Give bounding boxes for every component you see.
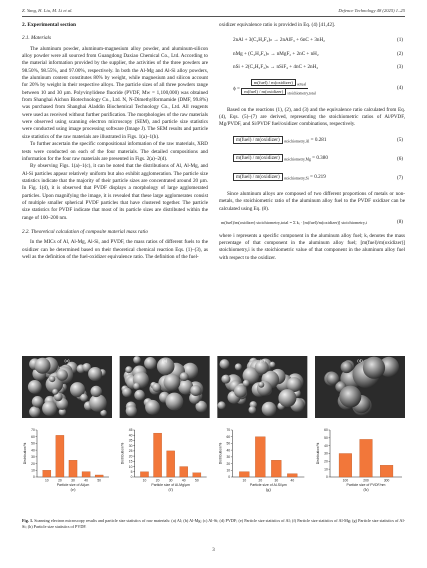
sem-particle bbox=[339, 386, 361, 408]
paragraph-stoich-derivation: Based on the reactions (1), (2), and (3) and the equivalence ratio calculated from Eq. (4), Eqs. (5)–(7) are derived, representing the stoichiometric ratios of Al/PVDF, Mg/PVDF, and Si/PVDF fuel/oxidizer combinations, respectively. bbox=[219, 106, 405, 128]
equation-6-sub: stoichiometry,Mg bbox=[283, 157, 311, 162]
bar-charts bbox=[23, 428, 402, 492]
y-axis-label: Distribution/% bbox=[23, 442, 27, 465]
x-tick-label: 20 bbox=[58, 478, 62, 483]
bar bbox=[193, 473, 201, 477]
equation-8-number: (8) bbox=[397, 219, 403, 226]
chart-1 bbox=[121, 428, 207, 492]
equation-5-sub: stoichiometry,Al bbox=[283, 139, 310, 144]
equation-7-value: = 0.219 bbox=[310, 174, 326, 181]
x-tick-label: 10 bbox=[242, 478, 247, 483]
equation-7-sub: stoichiometry,Si bbox=[283, 176, 309, 181]
sem-panel-label: (b) bbox=[162, 358, 168, 363]
equation-5-ratio: m(fuel) / m(oxidizer) bbox=[233, 136, 283, 144]
bar bbox=[140, 472, 148, 477]
chart-panel-label: (g) bbox=[265, 487, 271, 492]
equation-4-sub-actual: actual bbox=[297, 82, 307, 87]
y-tick-label: 10 bbox=[128, 464, 133, 469]
bar bbox=[380, 465, 393, 477]
sem-particle bbox=[125, 366, 132, 373]
x-tick-label: 300 bbox=[383, 478, 390, 483]
paragraph-alloy-ratio: Since aluminum alloys are composed of two different proportions of metals or non-metals, the stoichiometric ratio of the aluminum alloy fuel to the PVDF oxidizer can be calculated using Eq. (8). bbox=[219, 191, 405, 212]
y-axis-label: Distribution/% bbox=[120, 442, 125, 465]
x-axis-label: Particle size of Al-Si/µm bbox=[249, 483, 287, 487]
y-tick-label: 30 bbox=[324, 451, 328, 456]
chart-3 bbox=[316, 428, 402, 492]
y-tick-label: 50 bbox=[226, 441, 231, 446]
y-tick-label: 35 bbox=[128, 438, 133, 443]
y-axis-label: Distribution/% bbox=[316, 442, 321, 465]
equation-5-value: = 0.281 bbox=[310, 136, 327, 143]
x-tick-label: 50 bbox=[195, 478, 199, 483]
x-axis-label: Particle size of Al-Mg/µm bbox=[151, 483, 190, 487]
caption-text: Scanning electron microscopy results and particle size statistics of raw materials: (a) Al; (b) Al-Mg; (c) Al-Si; (d) PVDF; (e) Particle size statistics of Al; (f) Particle size statistics of Al-Mg; (g) Particle size statistics of Al-Si; (h) Particle size statistics of PVDF. bbox=[22, 518, 406, 529]
sem-particle bbox=[80, 394, 88, 402]
paragraph-materials: The aluminum powder, aluminum-magnesium alloy powder, and aluminum-silicon alloy powder were all sourced from Guangdong Daxiao Chemical Co., Ltd. According to the material information provided by the supplier, the activities of the three powders are 98.50%, 98.55%, and 97.00%, respectively. In both the Al-Mg and Al-Si alloy powders, the aluminum content constitutes 80% by weight, while magnesium and silicon account for 20% by weight in their respective alloys. The particle sizes of all three powders range between 10 and 30 µm. Polyvinylidene fluoride (PVDF, Mw = 1,100,000) was obtained from Shanghai Aichun Biotechnology Co., Ltd. N, N-Dimethylformamide (DMF, 99.8%) was purchased from Shanghai Aladdin Biochemical Technology Co., Ltd. All reagents were used as received without further purification. The morphologies of the raw materials were observed using scanning electron microscopy (SEM), and particle size statistics were conducted using image processing software (Image J). The SEM results and particle size statistics of the raw materials are illustrated in Figs. 1(a)–1(h). bbox=[22, 45, 208, 140]
sem-particle bbox=[91, 386, 102, 397]
sem-particle bbox=[134, 390, 145, 401]
y-tick-label: 60 bbox=[31, 434, 35, 439]
sem-particle bbox=[133, 383, 140, 390]
sem-panel-0 bbox=[22, 356, 112, 418]
x-tick-label: 40 bbox=[181, 478, 186, 483]
sem-particle bbox=[166, 393, 184, 411]
y-tick-label: 0 bbox=[228, 475, 231, 480]
y-tick-label: 10 bbox=[31, 468, 35, 473]
sem-particle bbox=[57, 369, 68, 380]
y-tick-label: 30 bbox=[31, 455, 35, 460]
running-header-journal: Defence Technology 48 (2025) 1–25 bbox=[338, 8, 405, 13]
sem-particle bbox=[269, 362, 275, 368]
equation-5 bbox=[219, 137, 405, 146]
equation-1-number: (1) bbox=[397, 37, 403, 44]
x-tick-label: 10 bbox=[142, 478, 147, 483]
bar bbox=[167, 451, 175, 477]
y-tick-label: 70 bbox=[31, 428, 35, 433]
sem-particle bbox=[49, 376, 55, 382]
y-axis-label: Distribution/% bbox=[218, 442, 223, 465]
y-tick-label: 20 bbox=[31, 461, 35, 466]
x-tick-label: 100 bbox=[342, 478, 349, 483]
sem-particle bbox=[133, 356, 141, 364]
sem-images bbox=[22, 356, 405, 418]
equation-7-number: (7) bbox=[397, 175, 403, 182]
paragraph-observation: By observing Figs. 1(a)–1(c), it can be noted that the distributions of Al, Al-Mg, and Al-Si particles appear relatively uniform but also exhibit agglomeration. The particle size statistics indicate that the majority of their particle sizes are concentrated around 20 µm. In Fig. 1(d), it is observed that PVDF displays a morphology of large agglomerated particles. Upon magnifying the image, it is revealed that these large agglomerates consist of multiple smaller spherical PVDF particles that have clustered together. The particle size statistics for PVDF indicate that most of its particle sizes are distributed within the range of 100–200 nm. bbox=[22, 163, 208, 221]
sem-particle bbox=[278, 389, 296, 407]
sem-particle bbox=[29, 406, 40, 417]
sem-particle bbox=[122, 388, 132, 398]
sem-particle bbox=[243, 380, 250, 387]
bar bbox=[180, 467, 188, 477]
bar bbox=[271, 460, 281, 477]
bar bbox=[339, 454, 352, 478]
sem-panel-2 bbox=[217, 356, 307, 418]
sem-panel-1 bbox=[120, 356, 210, 418]
bar bbox=[287, 474, 297, 477]
sem-particle bbox=[144, 357, 156, 369]
sem-particle bbox=[220, 359, 230, 369]
page-number: 3 bbox=[212, 548, 215, 553]
equation-3 bbox=[219, 64, 405, 71]
x-tick-label: 20 bbox=[155, 478, 160, 483]
equation-8-expr: m(fuel)/m(oxidizer) stoichiometry,total = Σ kᵢ · [m(fuel)/m(oxidizer)] stoichiometry,i bbox=[221, 220, 367, 226]
equation-4-number: (4) bbox=[397, 85, 403, 92]
y-tick-label: 60 bbox=[226, 434, 231, 439]
equation-7-ratio: m(fuel) / m(oxidizer) bbox=[233, 173, 283, 181]
equation-2-number: (2) bbox=[397, 50, 403, 57]
bar bbox=[43, 470, 51, 477]
chart-panel-label: (e) bbox=[70, 487, 76, 492]
sem-particle bbox=[258, 382, 264, 388]
equation-4-lhs: ϕ = bbox=[233, 86, 240, 93]
sem-particle bbox=[152, 383, 161, 392]
header-rule bbox=[22, 16, 405, 17]
sem-particle bbox=[180, 372, 189, 381]
x-tick-label: 20 bbox=[258, 478, 263, 483]
subsection-materials-title: 2.1. Materials bbox=[22, 35, 51, 42]
equation-6-ratio: m(fuel) / m(oxidizer) bbox=[233, 154, 283, 162]
x-tick-label: 30 bbox=[71, 478, 75, 483]
bar bbox=[154, 433, 162, 477]
y-tick-label: 0 bbox=[32, 475, 35, 480]
equation-3-expr: nSi + 2(C₂H₂F₂)ₙ → nSiF₄ + 4nC + 2nH₂ bbox=[233, 64, 319, 71]
x-tick-label: 40 bbox=[290, 478, 295, 483]
y-tick-label: 5 bbox=[130, 469, 133, 474]
equation-7 bbox=[219, 174, 405, 183]
paragraph-equivalence: oxidizer equivalence ratio is provided in Eq. (4) [41,42]. bbox=[219, 22, 336, 28]
sem-particle bbox=[28, 380, 42, 394]
bar bbox=[69, 460, 77, 477]
sem-particle bbox=[126, 405, 137, 416]
paragraph-where: where i represents a specific component in the aluminum alloy fuel; kᵢ denotes the mass percentage of that component in the aluminum alloy fuel; [m(fuel)/m(oxidizer)] stoichiometry,i is the stoichiometric value of that component in the aluminum alloy fuel with respect to the oxidizer. bbox=[219, 232, 405, 261]
subsection-calculation-title: 2.2. Theoretical calculation of composite material mass ratio bbox=[22, 228, 148, 235]
x-tick-label: 30 bbox=[168, 478, 173, 483]
equation-2 bbox=[219, 51, 405, 58]
sem-particle bbox=[52, 389, 58, 395]
y-tick-label: 40 bbox=[226, 448, 231, 453]
equation-2-expr: nMg + (C₂H₂F₂)ₙ → nMgF₂ + 2nC + nH₂ bbox=[233, 50, 319, 57]
sem-particle bbox=[88, 367, 102, 381]
sem-particle bbox=[249, 406, 257, 414]
sem-particle bbox=[341, 361, 353, 373]
y-tick-label: 40 bbox=[324, 443, 328, 448]
bar bbox=[56, 435, 64, 477]
paragraph-xrd: To further ascertain the specific compositional information of the raw materials, XRD tests were conducted on each of the four materials. The detailed compositions and information for the four raw materials are presented in Figs. 2(a)–2(d). bbox=[22, 141, 208, 162]
equation-1 bbox=[219, 37, 405, 44]
y-tick-label: 0 bbox=[130, 475, 133, 480]
sem-panel-3 bbox=[315, 356, 405, 418]
sem-panel-label: (d) bbox=[357, 358, 363, 363]
equation-4 bbox=[219, 80, 405, 97]
chart-panel-label: (f) bbox=[168, 487, 173, 492]
x-tick-label: 200 bbox=[363, 478, 369, 483]
sem-panel-label: (c) bbox=[259, 358, 265, 363]
section-title: 2. Experimental section bbox=[22, 22, 77, 28]
equation-4-stoich-ratio: m(fuel) / m(oxidizer) bbox=[241, 88, 286, 95]
running-header-authors: Z. Yang, H. Liu, M. Li et al. bbox=[22, 8, 73, 13]
sem-particle bbox=[35, 358, 51, 374]
y-tick-label: 40 bbox=[128, 433, 133, 438]
sem-particle bbox=[42, 401, 57, 416]
y-tick-label: 10 bbox=[324, 467, 328, 472]
sem-particle bbox=[190, 385, 201, 396]
x-tick-label: 40 bbox=[84, 478, 88, 483]
y-tick-label: 50 bbox=[31, 441, 35, 446]
sem-panel-label: (a) bbox=[64, 358, 70, 363]
caption-label: Fig. 1. bbox=[22, 518, 34, 523]
paragraph-mass-ratio: In the MICs of Al, Al-Mg, Al-Si, and PVDF, the mass ratios of different fuels to the oxidizer can be determined based on their theoretical chemical reaction Eqs. (1)–(3), as well as the definition of the fuel-oxidizer equivalence ratio. The definition of the fuel- bbox=[22, 239, 208, 260]
y-tick-label: 20 bbox=[226, 461, 231, 466]
sem-particle bbox=[221, 375, 230, 384]
sem-particle bbox=[326, 372, 339, 385]
y-tick-label: 50 bbox=[324, 436, 328, 441]
right-column bbox=[219, 22, 405, 262]
equation-8 bbox=[219, 219, 405, 226]
x-axis-label: Particle size of Al/µm bbox=[56, 483, 90, 487]
y-tick-label: 45 bbox=[128, 428, 133, 433]
bar bbox=[360, 439, 373, 477]
y-tick-label: 25 bbox=[128, 449, 133, 454]
sem-particle bbox=[262, 402, 277, 417]
y-tick-label: 40 bbox=[31, 448, 35, 453]
y-tick-label: 70 bbox=[226, 428, 231, 433]
sem-particle bbox=[164, 374, 181, 391]
bar bbox=[82, 472, 90, 477]
y-tick-label: 20 bbox=[128, 454, 133, 459]
equation-6 bbox=[219, 155, 405, 164]
y-tick-label: 15 bbox=[128, 459, 133, 464]
equation-6-value: = 0.380 bbox=[312, 155, 328, 162]
equation-3-number: (3) bbox=[397, 64, 403, 71]
equation-6-number: (6) bbox=[397, 156, 403, 163]
sem-particle bbox=[235, 363, 242, 370]
y-tick-label: 0 bbox=[325, 475, 328, 480]
sem-particle bbox=[234, 385, 247, 398]
figure-1 bbox=[22, 354, 405, 514]
x-tick-label: 30 bbox=[274, 478, 279, 483]
bar bbox=[255, 437, 265, 477]
equation-1-expr: 2nAl + 3(C₂H₂F₂)ₙ → 2nAlF₃ + 6nC + 3nH₂ bbox=[233, 37, 325, 44]
sem-particle bbox=[218, 401, 226, 409]
y-tick-label: 30 bbox=[226, 455, 231, 460]
y-tick-label: 30 bbox=[128, 443, 133, 448]
bar bbox=[95, 475, 103, 477]
sem-particle bbox=[32, 396, 44, 408]
chart-panel-label: (h) bbox=[363, 487, 369, 492]
chart-0 bbox=[23, 428, 109, 492]
equation-4-sub-total: stoichiometry,total bbox=[287, 91, 316, 96]
y-tick-label: 60 bbox=[324, 428, 328, 433]
x-axis-label: Particle size of PVDF/nm bbox=[346, 483, 386, 487]
equation-4-actual-ratio: m(fuel) / m(oxidizer) bbox=[251, 79, 296, 86]
x-tick-label: 50 bbox=[97, 478, 102, 483]
y-tick-label: 20 bbox=[324, 459, 328, 464]
figure-caption bbox=[22, 518, 405, 529]
y-tick-label: 10 bbox=[226, 468, 231, 473]
x-tick-label: 10 bbox=[44, 478, 49, 483]
figure-1-svg bbox=[22, 354, 405, 514]
sem-particle bbox=[145, 400, 160, 415]
left-column bbox=[22, 22, 208, 261]
sem-particle bbox=[363, 357, 385, 379]
equation-5-number: (5) bbox=[397, 137, 403, 144]
bar bbox=[239, 472, 249, 477]
chart-2 bbox=[218, 428, 304, 492]
